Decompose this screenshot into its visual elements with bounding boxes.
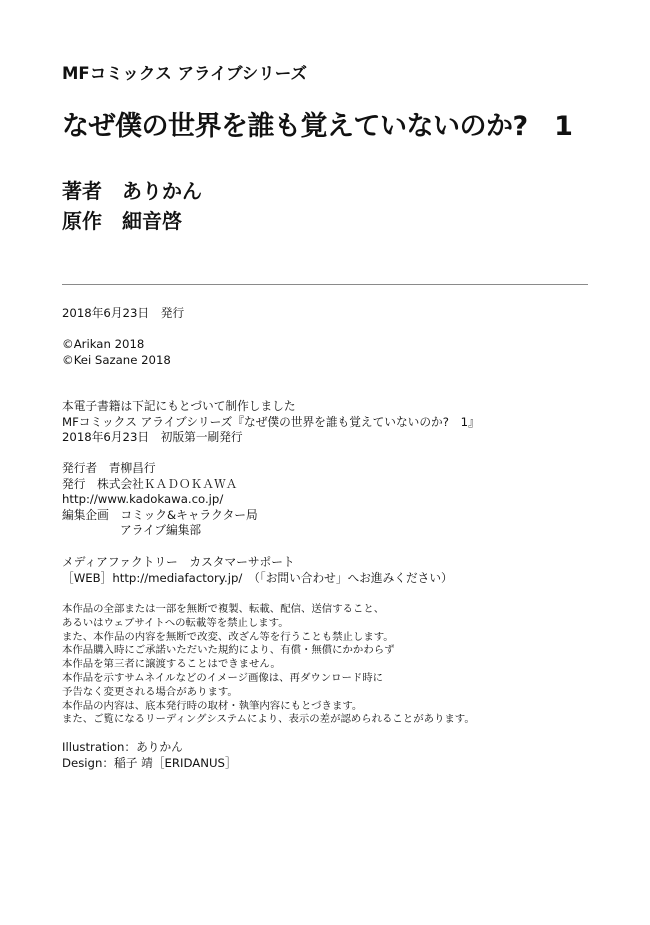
ebook-info-line: MFコミックス アライブシリーズ『なぜ僕の世界を誰も覚えていないのか? 1』 [62,414,480,429]
copyright-block [62,337,171,368]
ebook-info-line: 2018年6月23日 初版第一刷発行 [62,430,243,444]
notice-line: あるいはウェブサイトへの転載等を禁止します。 [62,616,289,629]
publisher-line: 発行 株式会社ＫＡＤＯＫＡＷＡ [62,476,238,491]
publication-date: 2018年6月23日 発行 [62,306,185,320]
illustration-credit: Illustration：ありかん [62,740,183,754]
original-author-name: 細音啓 [122,209,182,233]
notice-line: また、本作品の内容を無断で改変、改ざん等を行うことも禁止します。 [62,630,394,643]
notice-line: 本作品を第三者に譲渡することはできません。 [62,658,281,671]
original-credit [62,205,182,234]
original-role-label: 原作 [62,209,102,233]
copyright-line: ©Kei Sazane 2018 [62,352,171,367]
author-name: ありかん [122,179,202,203]
notice-line: 本作品購入時にご承諾いただいた規約により、有償・無償にかかわらず [62,644,395,657]
author-role-label: 著者 [62,179,102,203]
support-block [62,555,453,586]
notice-line: 本作品の全部または一部を無断で複製、転載、配信、送信すること、 [62,603,385,615]
copyright-line: ©Arikan 2018 [62,337,145,351]
design-credit: Design：稲子 靖［ERIDANUS］ [62,755,237,770]
author-credit [62,175,202,204]
ebook-info-line: 本電子書籍は下記にもとづいて制作しました [62,399,296,413]
publisher-line: 発行者 青柳昌行 [62,461,156,475]
divider [62,284,588,285]
notice-line: 予告なく変更される場合があります。 [62,685,238,698]
series-name: MFコミックス アライブシリーズ [62,64,307,83]
publisher-url: http://www.kadokawa.co.jp/ [62,492,224,506]
notice-line: 本作品の内容は、底本発行時の取材・執筆内容にもとづきます。 [62,699,363,712]
publisher-line: アライブ編集部 [120,523,202,537]
support-url-line: ［WEB］http://mediafactory.jp/ （「お問い合わせ」へお進みください） [62,570,453,585]
book-title: なぜ僕の世界を誰も覚えていないのか? 1 [62,111,573,142]
publisher-line: 編集企画 コミック&キャラクター局 [62,507,258,522]
notice-line: 本作品を示すサムネイルなどのイメージ画像は、再ダウンロード時に [62,671,384,684]
ebook-info-block [62,399,480,446]
support-line: メディアファクトリー カスタマーサポート [62,555,295,569]
design-credits [62,740,237,771]
legal-notices [62,603,475,727]
notice-line: また、ご覧になるリーディングシステムにより、表示の差が認められることがあります。 [62,713,475,726]
publisher-block [62,461,258,539]
